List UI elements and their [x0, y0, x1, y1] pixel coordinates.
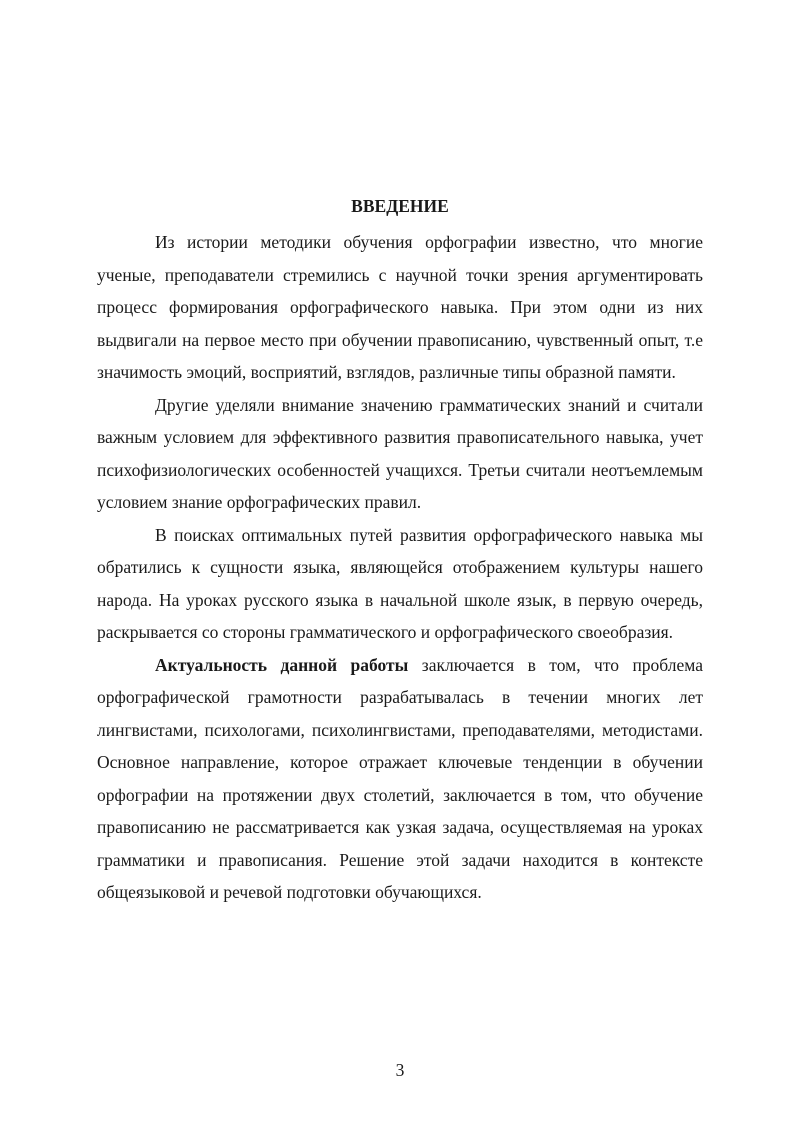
paragraph-4: [97, 649, 703, 909]
paragraph-1: [97, 226, 703, 389]
paragraph-3-text: В поисках оптимальных путей развития орфографического навыка мы обратились к сущности языка, являющейся отображением культуры нашего народа. На уроках русского языка в начальной школе язык, в первую очередь, раскрывается со стороны грамматического и орфографического своеобразия.: [97, 524, 703, 642]
paragraph-2-text: Другие уделяли внимание значению грамматических знаний и считали важным условием для эффективного развития правописательного навыка, учет психофизиологических особенностей учащихся. Третьи считали неотъемлемым условием знание орфографических правил.: [97, 394, 703, 512]
paragraph-1-text: Из истории методики обучения орфографии известно, что многие ученые, преподаватели стремились с научной точки зрения аргументировать процесс формирования орфографического навыка. При этом одни из них выдвигали на первое место при обучении правописанию, чувственный опыт, т.е значимость эмоций, восприятий, взглядов, различные типы образной памяти.: [97, 232, 703, 382]
body-text: [97, 194, 703, 909]
paragraph-2: [97, 389, 703, 519]
page-number: 3: [395, 1060, 405, 1080]
relevance-lead: Актуальность данной работы: [155, 654, 409, 675]
paragraph-4-text: заключается в том, что проблема орфографической грамотности разрабатывалась в течении многих лет лингвистами, психологами, психолингвистами, преподавателями, методистами. Основное направление, которое отражает ключевые тенденции в обучении орфографии на протяжении двух столетий, заключается в том, что обучение правописанию не рассматривается как узкая задача, осуществляемая на уроках грамматики и правописания. Решение этой задачи находится в контексте общеязыковой и речевой подготовки обучающихся.: [97, 654, 703, 902]
page-title: ВВЕДЕНИЕ: [351, 196, 449, 216]
paragraph-3: [97, 519, 703, 649]
